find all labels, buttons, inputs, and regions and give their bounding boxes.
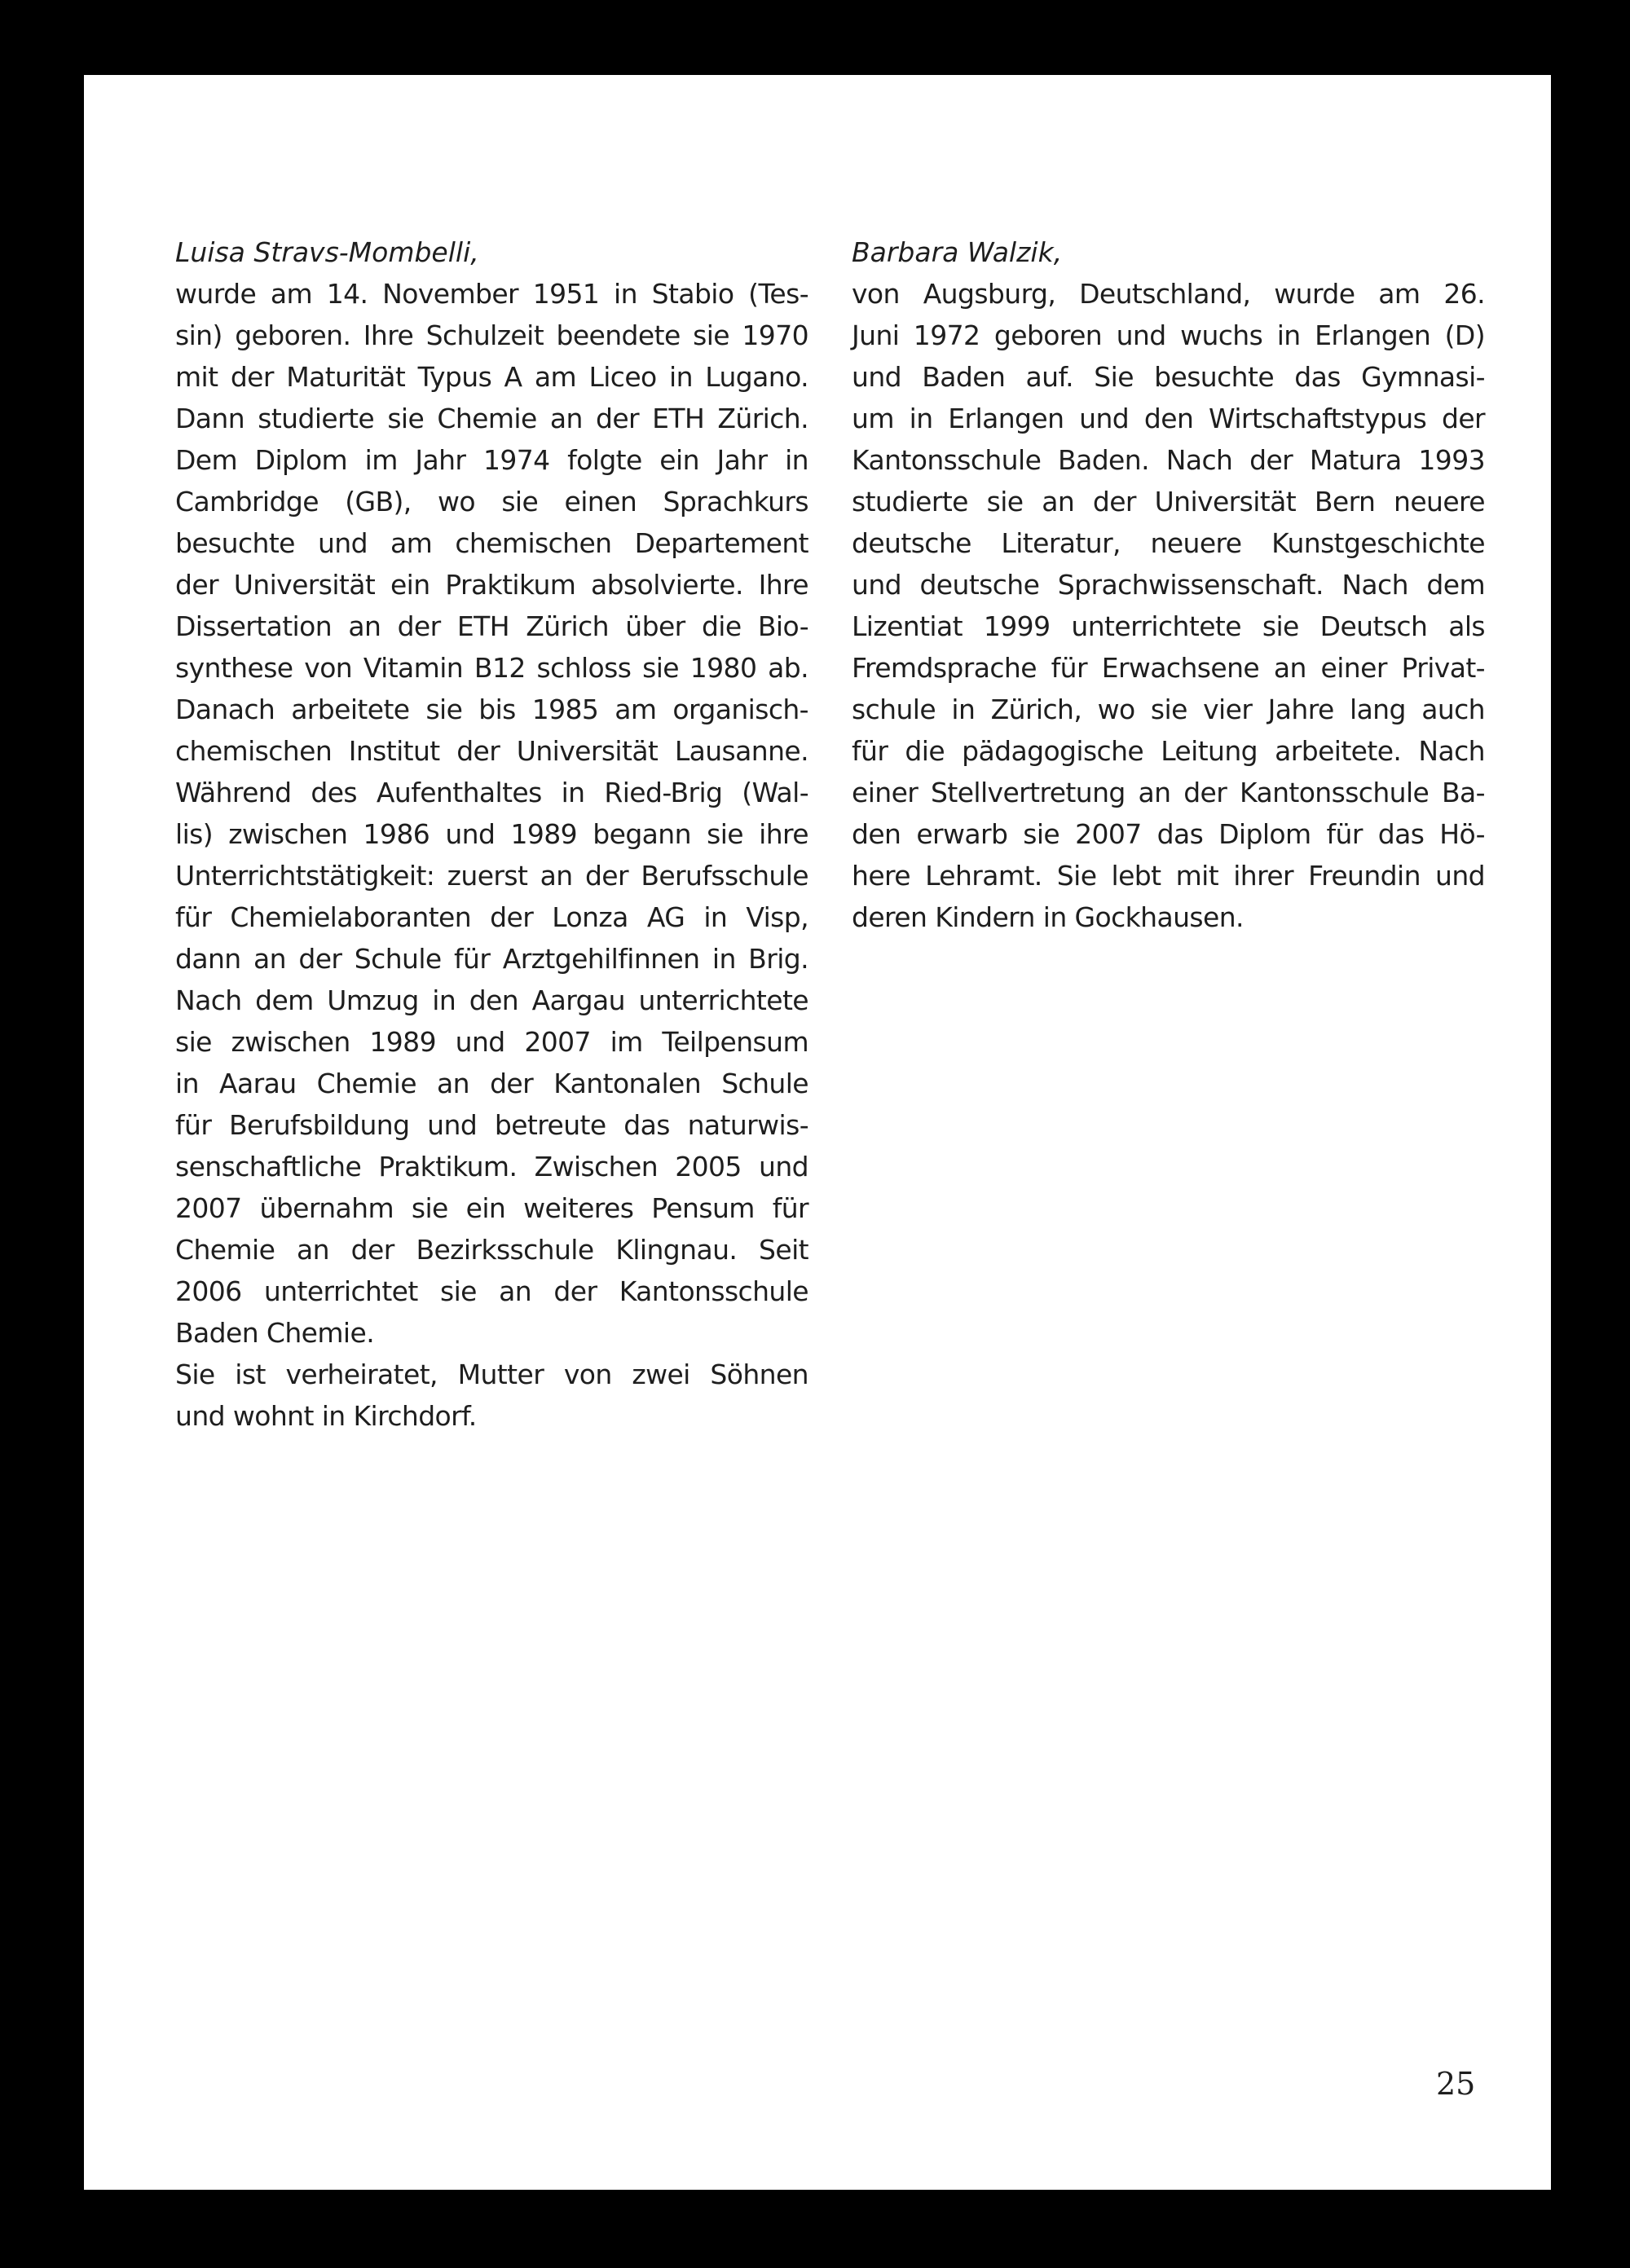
text-line: einer Stellvertretung an der Kantonsschule Ba- — [852, 777, 1485, 808]
text-line: Sie ist verheiratet, Mutter von zwei Söhnen — [175, 1359, 808, 1390]
text-line: Nach dem Umzug in den Aargau unterrichtete — [175, 984, 808, 1016]
bio-right — [852, 231, 1485, 938]
text-line: synthese von Vitamin B12 schloss sie 1980 ab. — [175, 652, 808, 684]
author-name: Barbara Walzik, — [852, 236, 1063, 268]
text-line: wurde am 14. November 1951 in Stabio (Tes- — [175, 278, 808, 310]
text-line: Danach arbeitete sie bis 1985 am organisch- — [175, 694, 808, 725]
text-line: senschaftliche Praktikum. Zwischen 2005 und — [175, 1151, 808, 1182]
text-line: von Augsburg, Deutschland, wurde am 26. — [852, 278, 1485, 310]
text-line: Juni 1972 geboren und wuchs in Erlangen (D) — [852, 319, 1485, 351]
text-line: Chemie an der Bezirksschule Klingnau. Seit — [175, 1234, 808, 1266]
bio-left — [175, 231, 808, 1437]
text-line: studierte sie an der Universität Bern neuere — [852, 486, 1485, 517]
text-line: Cambridge (GB), wo sie einen Sprachkurs — [175, 486, 808, 517]
text-line: und Baden auf. Sie besuchte das Gymnasi- — [852, 361, 1485, 393]
text-line: Dann studierte sie Chemie an der ETH Zürich. — [175, 403, 808, 434]
text-line: here Lehramt. Sie lebt mit ihrer Freundin und — [852, 860, 1485, 892]
text-line: Fremdsprache für Erwachsene an einer Privat- — [852, 652, 1485, 684]
text-line: um in Erlangen und den Wirtschaftstypus der — [852, 403, 1485, 434]
text-line: sie zwischen 1989 und 2007 im Teilpensum — [175, 1026, 808, 1058]
text-line: für Berufsbildung und betreute das naturwis- — [175, 1109, 808, 1141]
text-line: Während des Aufenthaltes in Ried-Brig (Wal- — [175, 777, 808, 808]
text-line: Kantonsschule Baden. Nach der Matura 1993 — [852, 444, 1485, 476]
text-line: der Universität ein Praktikum absolvierte. Ihre — [175, 569, 808, 601]
text-line: Dissertation an der ETH Zürich über die Bio- — [175, 610, 808, 642]
author-name: Luisa Stravs-Mombelli, — [175, 236, 479, 268]
text-line: deutsche Literatur, neuere Kunstgeschichte — [852, 527, 1485, 559]
text-line: besuchte und am chemischen Departement — [175, 527, 808, 559]
text-line: mit der Maturität Typus A am Liceo in Lugano. — [175, 361, 808, 393]
text-line: in Aarau Chemie an der Kantonalen Schule — [175, 1068, 808, 1099]
text-line: schule in Zürich, wo sie vier Jahre lang auch — [852, 694, 1485, 725]
text-line: 2006 unterrichtet sie an der Kantonsschule — [175, 1275, 808, 1307]
text-line: deren Kindern in Gockhausen. — [852, 901, 1244, 933]
text-line: Unterrichtstätigkeit: zuerst an der Berufsschule — [175, 860, 808, 892]
text-line: chemischen Institut der Universität Lausanne. — [175, 735, 808, 767]
text-line: Baden Chemie. — [175, 1317, 375, 1349]
text-line: für Chemielaboranten der Lonza AG in Visp, — [175, 901, 808, 933]
text-line: Dem Diplom im Jahr 1974 folgte ein Jahr in — [175, 444, 808, 476]
document-page — [84, 75, 1551, 2190]
text-line: Lizentiat 1999 unterrichtete sie Deutsch als — [852, 610, 1485, 642]
text-line: und wohnt in Kirchdorf. — [175, 1400, 477, 1432]
text-line: sin) geboren. Ihre Schulzeit beendete sie 1970 — [175, 319, 808, 351]
text-line: den erwarb sie 2007 das Diplom für das Hö- — [852, 818, 1485, 850]
text-line: 2007 übernahm sie ein weiteres Pensum für — [175, 1192, 808, 1224]
text-line: lis) zwischen 1986 und 1989 begann sie ihre — [175, 818, 808, 850]
text-line: und deutsche Sprachwissenschaft. Nach dem — [852, 569, 1485, 601]
text-line: dann an der Schule für Arztgehilfinnen in Brig. — [175, 943, 808, 975]
page-number: 25 — [1436, 2066, 1476, 2102]
text-line: für die pädagogische Leitung arbeitete. Nach — [852, 735, 1485, 767]
